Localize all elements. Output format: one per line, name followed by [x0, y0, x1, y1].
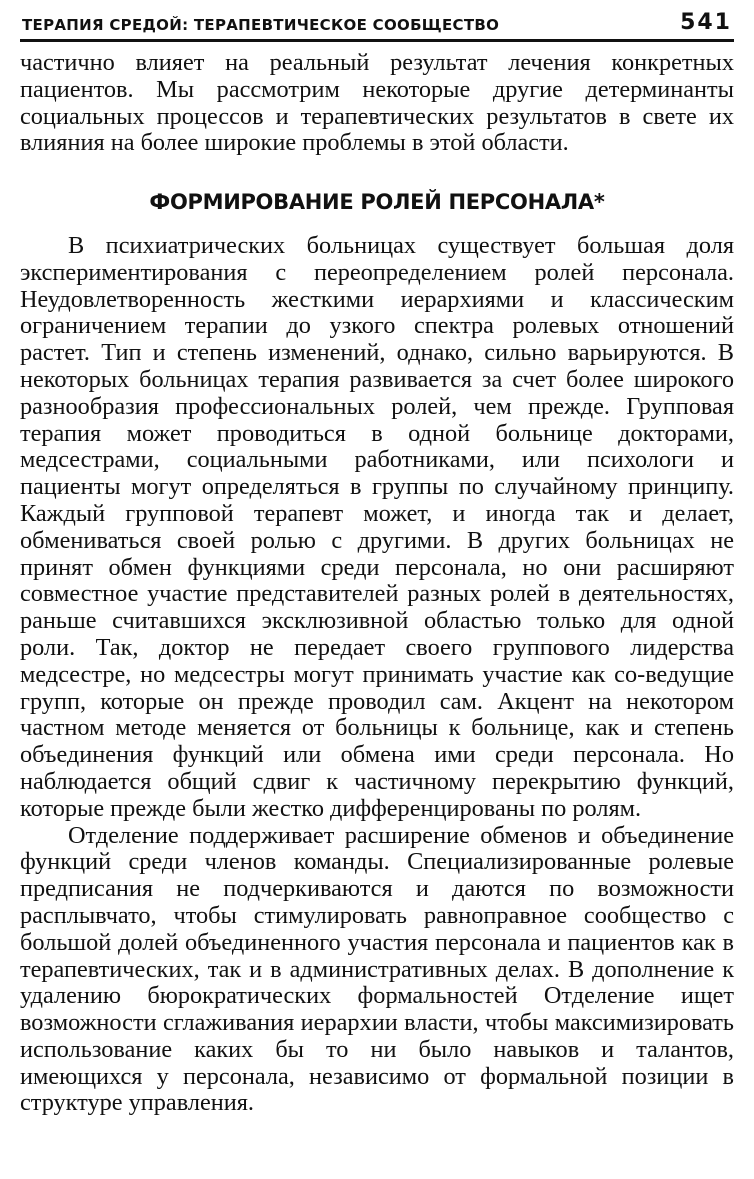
running-title: ТЕРАПИЯ СРЕДОЙ: ТЕРАПЕВТИЧЕСКОЕ СООБЩЕСТВО [22, 16, 500, 34]
page-body [20, 50, 734, 1117]
header-rule [20, 39, 734, 42]
page-number: 541 [680, 10, 732, 35]
book-page [20, 12, 734, 1117]
paragraph-1: В психиатрических больницах существует большая доля экспериментирования с переопределением ролей персонала. Неудовлетворенность жесткими иерархиями и классическим ограничением терапии до узкого спектра ролевых отношений растет. Тип и степень изменений, однако, сильно варьируются. В некоторых больницах терапия развивается за счет более широкого разнообразия профессиональных ролей, чем прежде. Групповая терапия может проводиться в одной больнице докторами, медсестрами, социальными работниками, или психологи и пациенты могут определяться в группы по случайному принципу. Каждый групповой терапевт может, и иногда так и делает, обмениваться своей ролью с другими. В других больницах не принят обмен функциями среди персонала, но они расширяют совместное участие представителей разных ролей в деятельностях, раньше считавшихся эксклюзивной областью только для одной роли. Так, доктор не передает своего группового лидерства медсестре, но медсестры могут принимать участие как со-ведущие групп, которые он прежде проводил сам. Акцент на некотором частном методе меняется от больницы к больнице, как и степень объединения функций или обмена ими среди персонала. Но наблюдается общий сдвиг к частичному перекрытию функций, которые прежде были жестко дифференцированы по ролям. [20, 231, 734, 822]
running-head [20, 12, 734, 39]
section-title: ФОРМИРОВАНИЕ РОЛЕЙ ПЕРСОНАЛА* [149, 190, 605, 215]
paragraph-2: Отделение поддерживает расширение обменов и объединение функций среди членов команды. Специализированные ролевые предписания не подчеркиваются и даются по возможности расплывчато, чтобы стимулировать равноправное сообщество с большой долей объединенного участия персонала и пациентов как в терапевтических, так и в административных делах. В дополнение к удалению бюрократических формальностей Отделение ищет возможности сглаживания иерархии власти, чтобы максимизировать использование каких бы то ни было навыков и талантов, имеющихся у персонала, независимо от формальной позиции в структуре управления. [20, 821, 734, 1117]
continued-paragraph: частично влияет на реальный результат лечения конкретных пациентов. Мы рассмотрим некоторые другие детерминанты социальных процессов и терапевтических результатов в свете их влияния на более широкие проблемы в этой области. [20, 49, 734, 157]
